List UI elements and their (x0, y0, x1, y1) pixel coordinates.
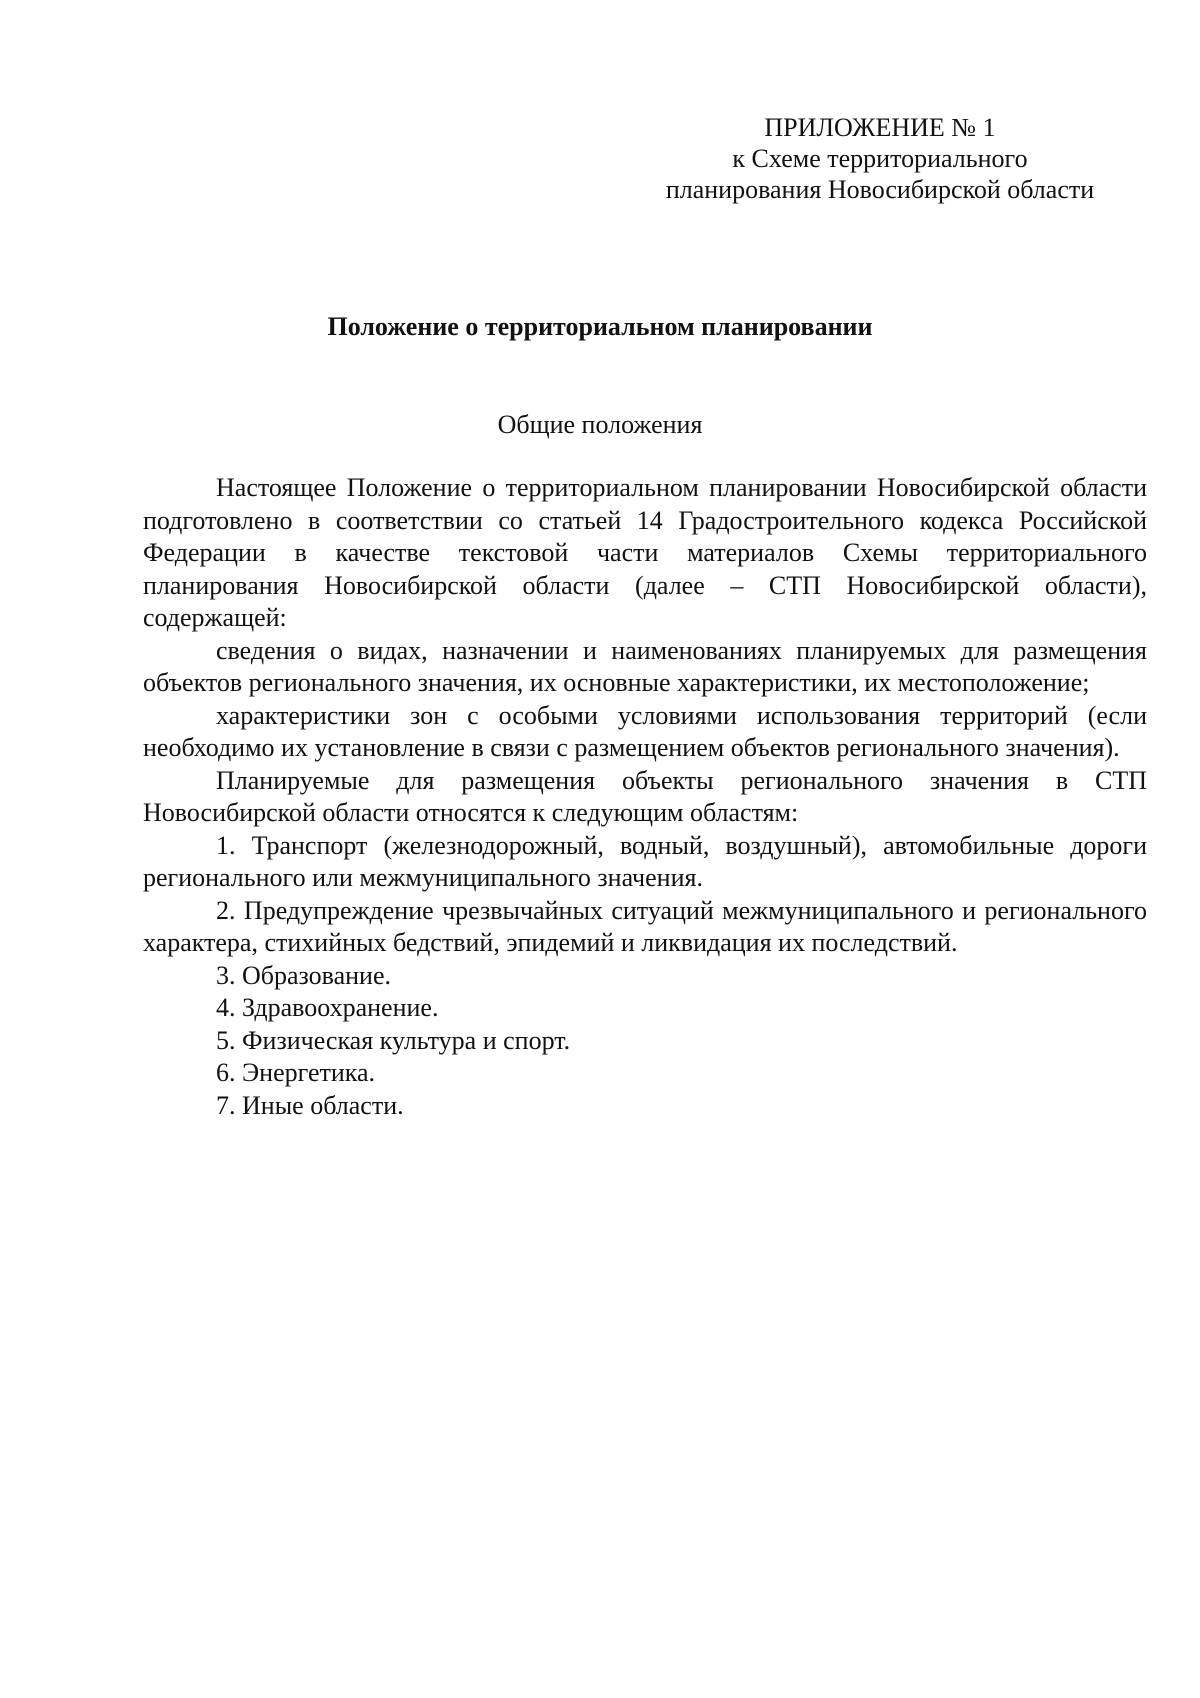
paragraph-intro: Настоящее Положение о территориальном планировании Новосибирской области подготовлено в соответствии со статьей 14 Градостроительного кодекса Российской Федерации в качестве текстовой части материалов Схемы территориального планирования Новосибирской области (далее – СТП Новосибирской области), содержащей: (143, 473, 1147, 632)
section-heading: Общие положения (497, 410, 703, 439)
list-item-transport: 1. Транспорт (железнодорожный, водный, воздушный), автомобильные дороги регионального или межмуниципального значения. (143, 830, 1147, 892)
list-item-healthcare: 4. Здравоохранение. (216, 993, 439, 1022)
list-item-education: 3. Образование. (216, 960, 392, 990)
paragraph-zones: характеристики зон с особыми условиями использования территорий (если необходимо их установление в связи с размещением объектов регионального значения). (143, 700, 1147, 762)
list-item-other: 7. Иные области. (216, 1090, 404, 1120)
appendix-number: ПРИЛОЖЕНИЕ № 1 (764, 113, 996, 142)
list-item-energy: 6. Энергетика. (216, 1058, 376, 1087)
paragraph-areas-intro: Планируемые для размещения объекты регионального значения в СТП Новосибирской области относятся к следующим областям: (143, 765, 1147, 827)
appendix-header (620, 112, 1140, 205)
list-item-sport: 5. Физическая культура и спорт. (216, 1025, 571, 1055)
appendix-reference-line1: к Схеме территориального (732, 144, 1028, 173)
list-item-emergencies: 2. Предупреждение чрезвычайных ситуаций межмуниципального и регионального характера, стихийных бедствий, эпидемий и ликвидация их последствий. (143, 895, 1147, 957)
document-body (143, 472, 1147, 1122)
appendix-reference-line2: планирования Новосибирской области (665, 175, 1095, 204)
paragraph-info-objects: сведения о видах, назначении и наименованиях планируемых для размещения объектов регионального значения, их основные характеристики, их местоположение; (143, 635, 1147, 697)
document-title: Положение о территориальном планировании (327, 312, 873, 341)
